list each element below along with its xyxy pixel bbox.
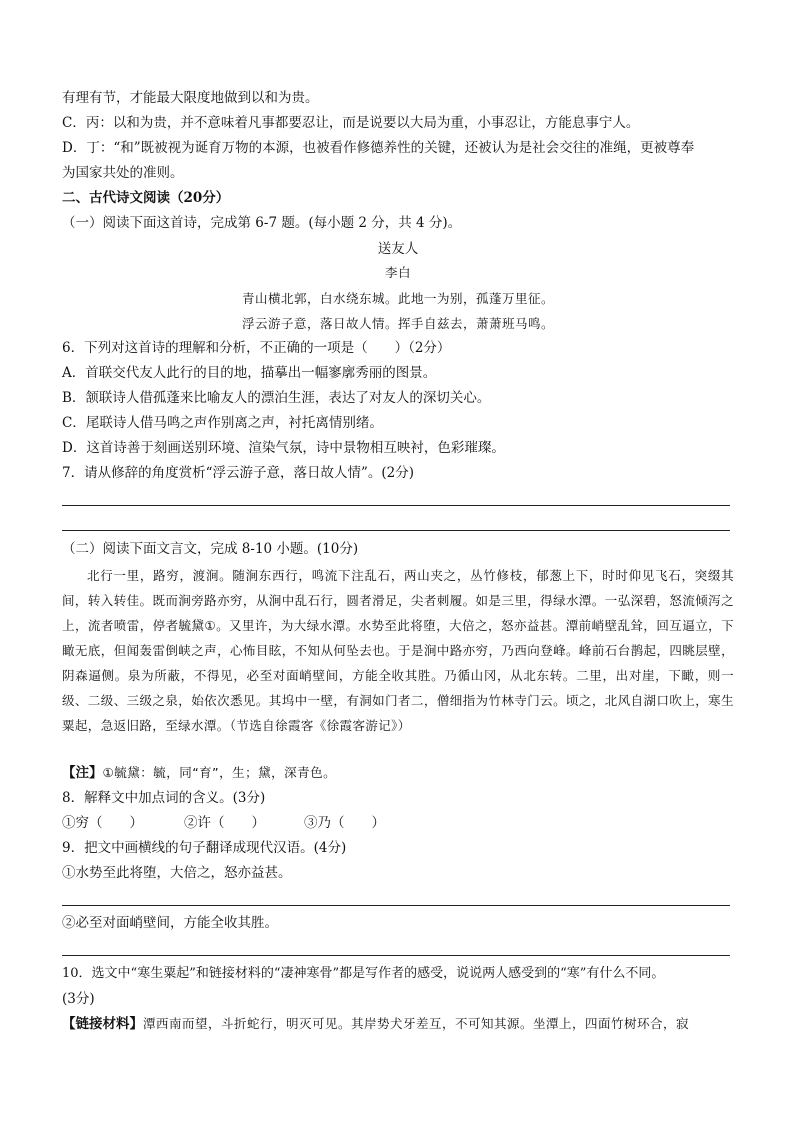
question-10-points: (3分) [62, 991, 95, 1007]
question-9-stem: 9．把文中画横线的句子翻译成现代汉语。(4分) [62, 840, 347, 856]
question-6-option-b: B．颔联诗人借孤蓬来比喻友人的漂泊生涯，表达了对友人的深切关心。 [62, 390, 491, 406]
option-d-prev: D．丁：“和”既被视为诞育万物的本源，也被看作修德养性的关键，还被认为是社会交往的准绳，更被尊奉 [62, 140, 695, 156]
question-10-stem: 10．选文中“寒生粟起”和链接材料的“凄神寒骨”都是写作者的感受，说说两人感受到的“寒”有什么不同。 [62, 966, 665, 981]
section-heading: 二、古代诗文阅读（20分） [62, 190, 230, 206]
text-line: 有理有节，才能最大限度地做到以和为贵。 [62, 90, 319, 106]
question-8-item: ①穷（ ） [62, 815, 143, 831]
poem-author: 李白 [384, 265, 411, 280]
question-6-option-a: A．首联交代友人此行的目的地，描摹出一幅寥廓秀丽的图景。 [62, 365, 437, 381]
option-c-prev: C．丙：以和为贵，并不意味着凡事都要忍让，而是说要以大局为重，小事忍让，方能息事宁人。 [62, 115, 640, 131]
link-material-text: 潭西南而望，斗折蛇行，明灭可见。其岸势犬牙差互，不可知其源。坐潭上，四面竹树环合，寂 [143, 1016, 690, 1031]
poem-title: 送友人 [377, 241, 419, 257]
annotation-label: 【注】 [62, 765, 103, 781]
answer-line [62, 955, 730, 956]
link-material-label: 【链接材料】 [62, 1016, 143, 1032]
subsection-instruction: （二）阅读下面文言文，完成 8-10 小题。(10分) [62, 541, 359, 557]
question-8-item: ③乃（ ） [304, 815, 385, 831]
answer-line [62, 905, 730, 906]
question-9-sentence: ①水势至此将堕，大倍之，怒亦益甚。 [62, 865, 292, 881]
question-7-stem: 7．请从修辞的角度赏析“浮云游子意，落日故人情”。(2分) [62, 465, 415, 481]
question-6-option-c: C．尾联诗人借马鸣之声作别离之声，衬托离情别绪。 [62, 415, 383, 431]
question-9-sentence: ②必至对面峭壁间，方能全收其胜。 [62, 915, 278, 931]
question-6-stem: 6．下列对这首诗的理解和分析，不正确的一项是（ ）（2分） [62, 340, 451, 356]
classical-passage: 北行一里，路穷，渡涧。随涧东西行，鸣流下注乱石，两山夹之，丛竹修枝，郁葱上下，时时仰见飞石，突缀其间，转入转佳。既而涧旁路亦穷，从涧中乱石行，圆者滑足，尖者刺履。如是三里，得绿水潭。一弘深碧，怒流倾泻之上，流者喷雷，停者毓黛①。又里许，为大绿水潭。水势至此将堕，大倍之，怒亦益甚。潭前峭壁乱耸，回互逼立，下瞰无底，但闻轰雷倒峡之声，心怖目眩，不知从何坠去也。于是涧中路亦穷，乃西向登峰。峰前石台鹊起，四眺层壁，阴森逼侧。泉为所蔽，不得见，必至对面峭壁间，方能全收其胜。乃循山冈，从北东转。二里，出对崖，下瞰，则一级、二级、三级之泉，始依次悉见。其坞中一壁，有洞如门者二，僧细指为竹林寺门云。顷之，北风自湖口吹上，寒生粟起，急返旧路，至绿水潭。（节选自徐霞客《徐霞客游记》） [62, 568, 734, 733]
question-8-item: ②许（ ） [184, 815, 265, 831]
question-8-stem: 8．解释文中加点词的含义。(3分) [62, 790, 266, 806]
poem-line: 青山横北郭，白水绕东城。此地一为别，孤蓬万里征。 [241, 291, 554, 306]
poem-line: 浮云游子意，落日故人情。挥手自兹去，萧萧班马鸣。 [241, 316, 554, 331]
option-d-prev-cont: 为国家共处的准则。 [62, 165, 184, 181]
annotation-text: ①毓黛：毓，同“育”，生；黛，深青色。 [102, 765, 337, 780]
question-6-option-d: D．这首诗善于刻画送别环境、渲染气氛，诗中景物相互映衬，色彩璀璨。 [62, 440, 505, 456]
link-material [62, 1014, 734, 1034]
annotation [62, 763, 336, 783]
answer-line [62, 505, 730, 506]
answer-line [62, 530, 730, 531]
subsection-instruction: （一）阅读下面这首诗，完成第 6-7 题。(每小题 2 分，共 4 分)。 [62, 215, 462, 231]
